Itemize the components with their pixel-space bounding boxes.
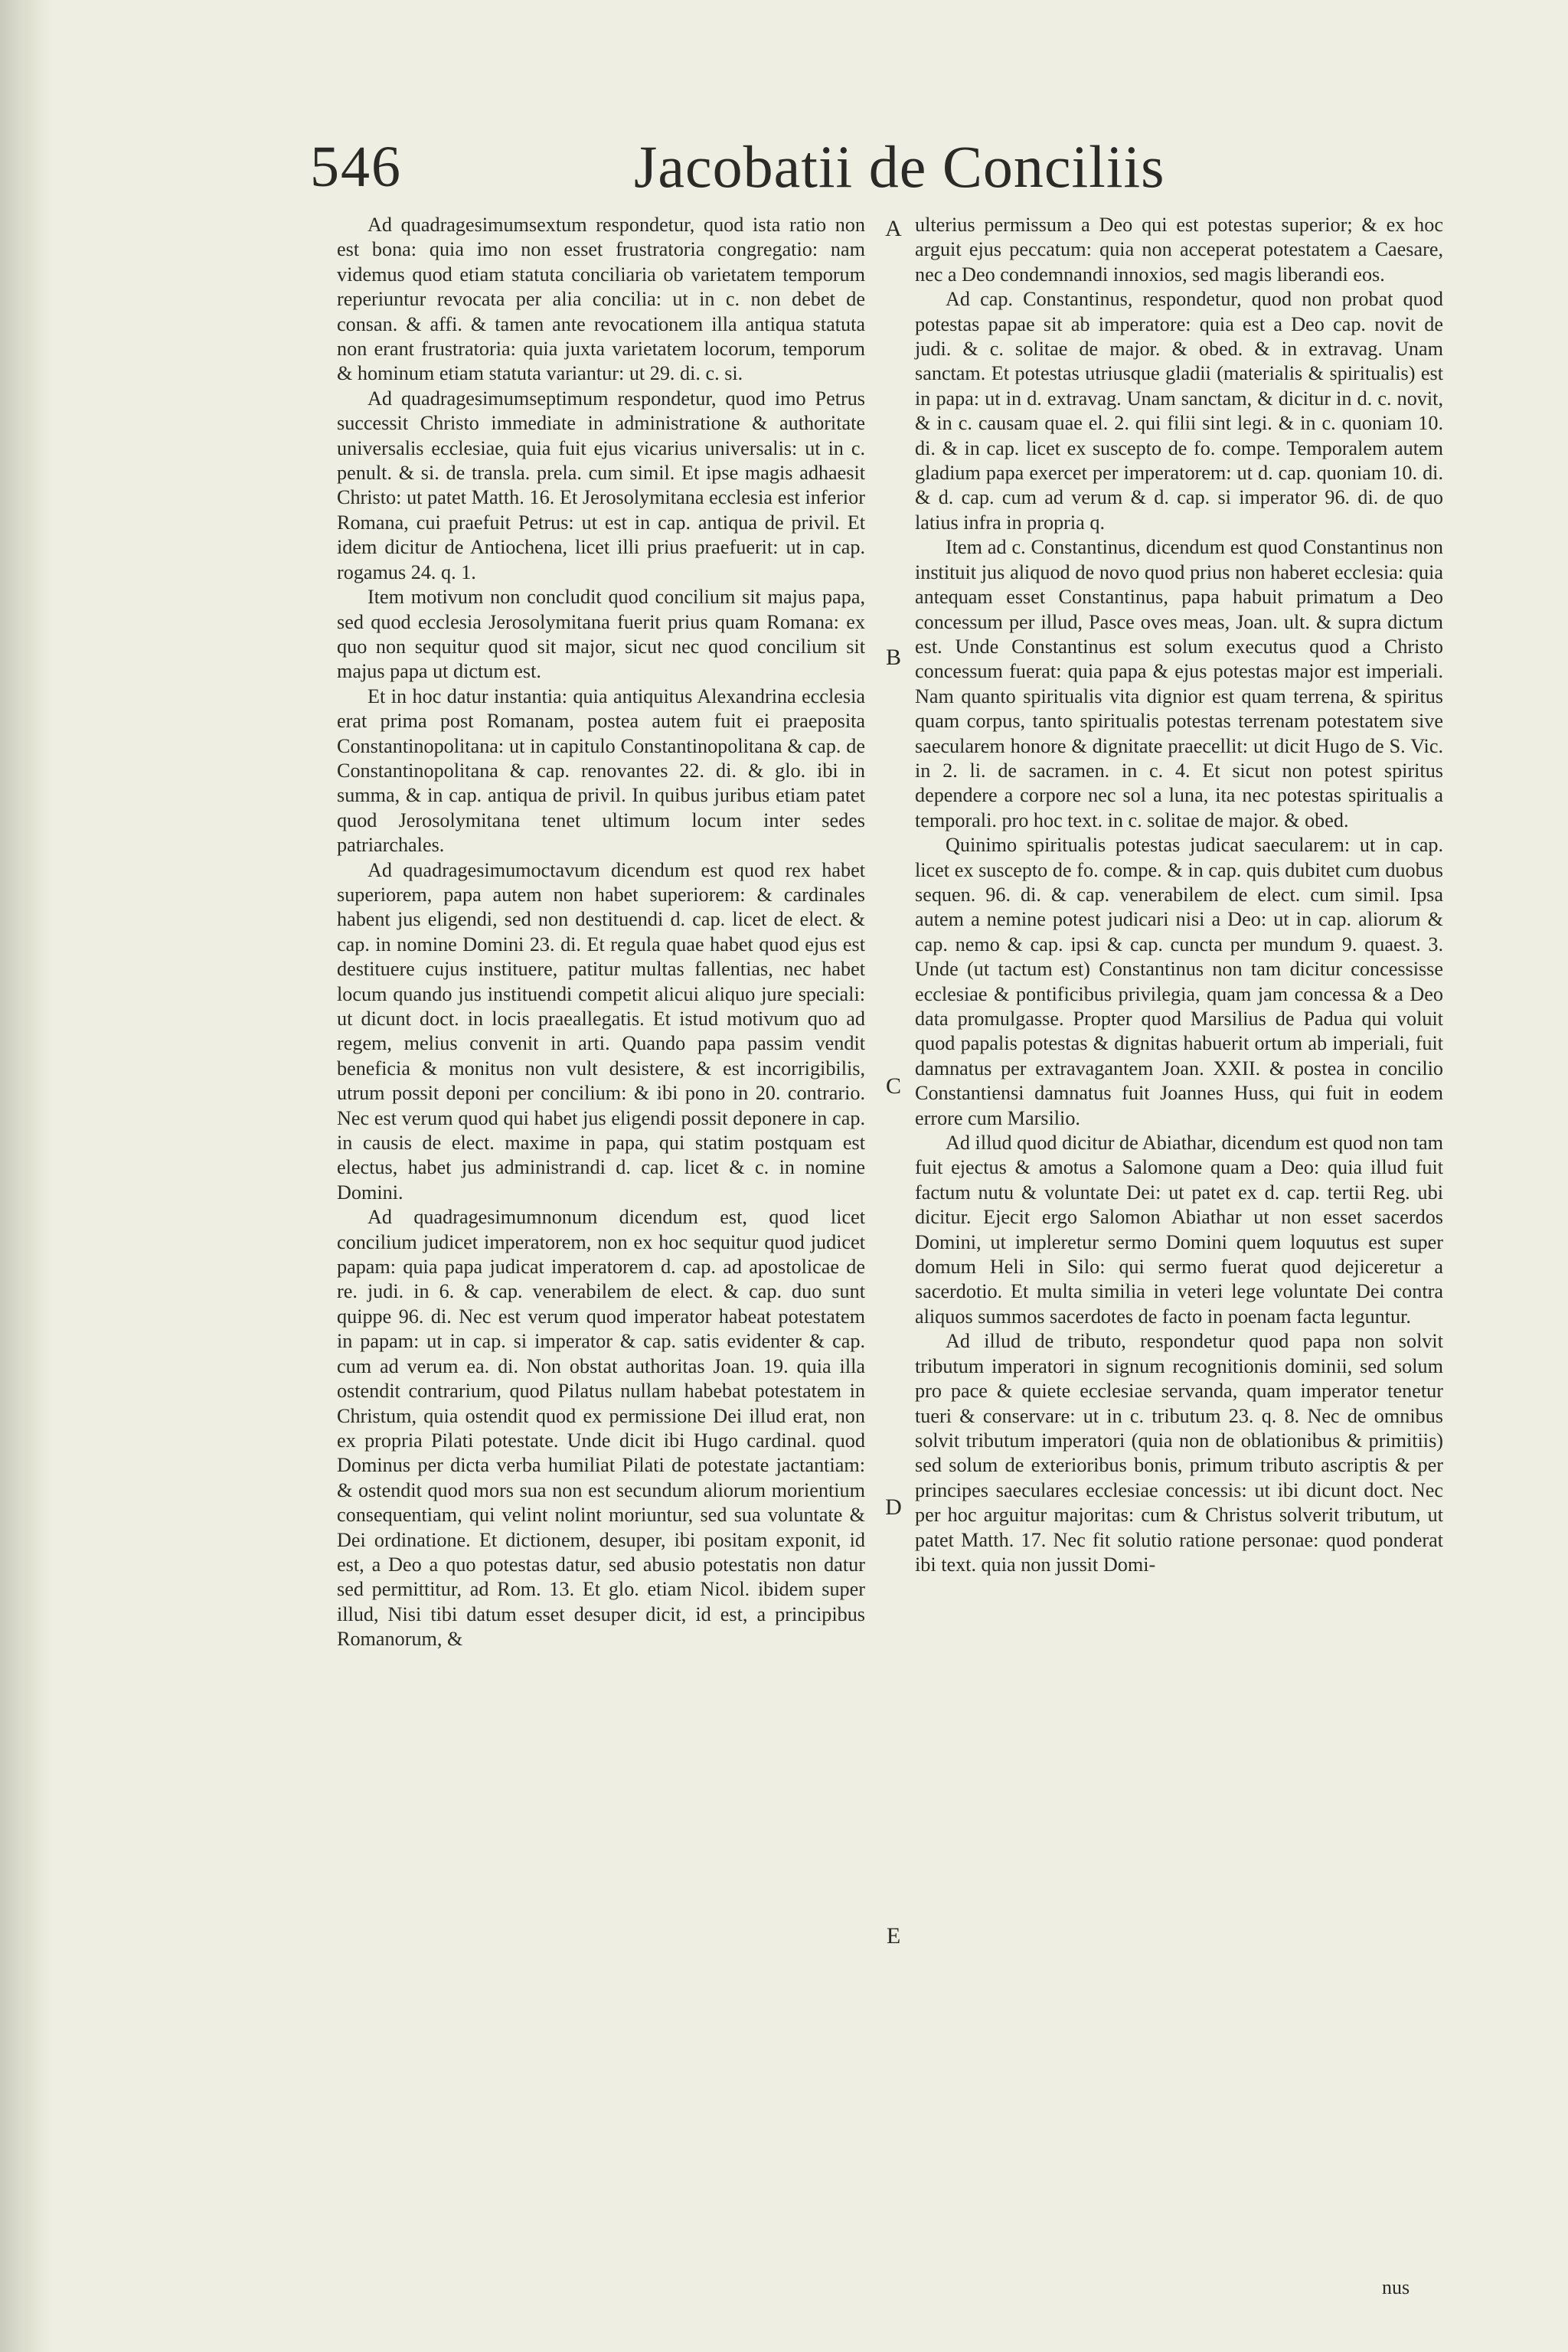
catchword: nus <box>1382 2276 1410 2298</box>
running-title: Jacobatii de Conciliis <box>634 133 1165 200</box>
right-column <box>915 213 1443 1577</box>
margin-marker-a: A <box>885 216 902 241</box>
paragraph: Ad quadragesimumnonum dicendum est, quod licet concilium judicet imperatorem, non ex hoc sequitur quod judicet papam: quia papa judicat imperatorem d. cap. ad apostolicae de re. judi. in 6. & cap. venerabilem de elect. & cap. duo sunt quippe 96. di. Nec est verum quod imperator habeat potestatem in papam: ut in cap. si imperator & cap. satis evidenter & cap. cum ad verum ea. di. Non obstat authoritas Joan. 19. quia illa ostendit contrarium, quod Pilatus nullam habebat potestatem in Christum, quia ostendit quod ex permissione Dei illud erat, non ex propria Pilati potestate. Unde dicit ibi Hugo cardinal. quod Dominus per dicta verba humiliat Pilati de potestate jactantiam: & ostendit quod mors sua non est secundum aliorum morientium consequentiam, qui velint nolint moriuntur, sed sua voluntate & Dei ordinatione. Et dictionem, desuper, ibi positam exponit, id est, a Deo a quo potestas datur, sed abusio potestatis non datur sed permittitur, ad Rom. 13. Et glo. etiam Nicol. ibidem super illud, Nisi tibi datum esset desuper dicit, id est, a principibus Romanorum, & <box>337 1206 865 1651</box>
paragraph: Item ad c. Constantinus, dicendum est quod Constantinus non instituit jus aliquod de novo quod prius non haberet ecclesia: quia antequam esset Constantinus, papa habuit primatum a Deo concessum per illud, Pasce oves meas, Joan. ult. & supra dictum est. Unde Constantinus est solum executus quod a Christo concessum fuerat: quia papa & ejus potestas major est imperiali. Nam quanto spiritualis vita dignior est quam terrena, & spiritus quam corpus, tanto spiritualis potestas terrenam potestatem sive saecularem honore & dignitate praecellit: ut dicit Hugo de S. Vic. in 2. li. de sacramen. in c. 4. Et sicut non potest spiritus dependere a corpore nec sol a luna, ita nec potestas spiritualis a temporali. pro hoc text. in c. solitae de major. & obed. <box>915 536 1443 831</box>
margin-marker-e: E <box>886 1923 901 1949</box>
margin-marker-b: B <box>885 645 901 670</box>
paragraph: Quinimo spiritualis potestas judicat saecularem: ut in cap. licet ex suscepto de fo. compe. & in cap. quis dubitet cum duobus sequen. 96. di. & cap. venerabilem de elect. cum simil. Ipsa autem a nemine potest judicari nisi a Deo: ut in cap. aliorum & cap. nemo & cap. ipsi & cap. cuncta per mundum 9. quaest. 3. Unde (ut tactum est) Constantinus non tam dicitur concessisse ecclesiae & pontificibus privilegia, quam jam concessa & a Deo data promulgasse. Propter quod Marsilius de Padua qui voluit quod papalis potestas & dignitas habuerit ortum ab imperiali, fuit damnatus per extravagantem Joan. XXII. & postea in concilio Constantiensi damnatus fuit Joannes Huss, qui fuit in eodem errore cum Marsilio. <box>915 834 1443 1129</box>
paragraph: Ad quadragesimumseptimum respondetur, quod imo Petrus successit Christo immediate in administratione & authoritate universalis ecclesiae, quia fuit ejus vicarius universalis: ut in c. penult. & si. de transla. prela. cum simil. Et ipse magis adhaesit Christo: ut patet Matth. 16. Et Jerosolymitana ecclesia est inferior Romana, cui praefuit Petrus: ut est in cap. antiqua de privil. Et idem dicitur de Antiochena, licet illi prius praefuerit: ut in cap. rogamus 24. q. 1. <box>337 387 865 583</box>
left-column <box>337 213 865 1652</box>
paragraph: Et in hoc datur instantia: quia antiquitus Alexandrina ecclesia erat prima post Romanam, postea autem fuit ei praeposita Constantinopolitana: ut in capitulo Constantinopolitana & cap. de Constantinopolitana & cap. renovantes 22. di. & glo. ibi in summa, & in cap. antiqua de privil. In quibus juribus etiam patet quod Jerosolymitana tenet ultimum locum inter sedes patriarchales. <box>337 684 865 857</box>
margin-marker-d: D <box>885 1494 902 1520</box>
paragraph: ulterius permissum a Deo qui est potestas superior; & ex hoc arguit ejus peccatum: quia non acceperat potestatem a Caesare, nec a Deo condemnandi innoxios, sed magis liberandi eos. <box>915 214 1443 286</box>
paragraph: Ad illud quod dicitur de Abiathar, dicendum est quod non tam fuit ejectus & amotus a Salomone quam a Deo: quia illud fuit factum nutu & voluntate Dei: ut patet ex d. cap. tertii Reg. ubi dicitur. Ejecit ergo Salomon Abiathar ut non esset sacerdos Domini, ut impleretur sermo Domini quem loquutus est super domum Heli in Silo: qui sermo fuerat quod dejiceretur a sacerdotio. Et multa similia in veteri lege voluntate Dei contra aliquos summos sacerdotes de facto in poenam facta leguntur. <box>915 1132 1443 1328</box>
paragraph: Ad quadragesimumsextum respondetur, quod ista ratio non est bona: quia imo non esset frustratoria congregatio: nam videmus quod etiam statuta conciliaria ob varietatem temporum reperiuntur revocata per alia concilia: ut in c. non debet de consan. & affi. & tamen ante revocationem illa antiqua statuta non erant frustratoria: quia juxta varietatem locorum, temporum & hominum etiam statuta variantur: ut 29. di. c. si. <box>337 214 865 385</box>
paragraph: Item motivum non concludit quod concilium sit majus papa, sed quod ecclesia Jerosolymitana fuerit prius quam Romana: ex quo non sequitur quod sit major, sicut nec quod concilium sit majus papa ut dictum est. <box>337 586 865 683</box>
margin-marker-c: C <box>885 1073 901 1099</box>
paragraph: Ad cap. Constantinus, respondetur, quod non probat quod potestas papae sit ab imperatore: quia est a Deo cap. novit de judi. & c. solitae de major. & obed. & in extravag. Unam sanctam. Et potestas utriusque gladii (materialis & spiritualis) est in papa: ut in d. extravag. Unam sanctam, & dicitur in d. c. novit, & in c. causam quae el. 2. qui filii sint legi. & in c. quoniam 10. di. & in cap. licet ex suscepto de fo. compe. Temporalem autem gladium papa exercet per imperatorem: ut d. cap. quoniam 10. di. & d. cap. cum ad verum & d. cap. si imperator 96. di. de quo latius infra in propria q. <box>915 288 1443 534</box>
paragraph: Ad illud de tributo, respondetur quod papa non solvit tributum imperatori in signum recognitionis dominii, sed solum pro pace & quiete ecclesiae servanda, quam imperator tenetur tueri & conservare: ut in c. tributum 23. q. 8. Nec de omnibus solvit tributum imperatori (quia non de oblationibus & primitiis) sed solum de exterioribus bonis, primum tributo ascriptis & per principes saeculares ecclesiae concessis: ut ibi dicunt doct. Nec per hoc arguitur majoritas: cum & Christus solverit tributum, ut patet Matth. 17. Nec fit solutio ratione personae: quod ponderat ibi text. quia non jussit Domi- <box>915 1330 1443 1576</box>
paragraph: Ad quadragesimumoctavum dicendum est quod rex habet superiorem, papa autem non habet superiorem: & cardinales habent jus eligendi, sed non destituendi d. cap. licet de elect. & cap. in nomine Domini 23. di. Et regula quae habet quod ejus est destituere cujus instituere, patitur multas fallentias, nec habet locum quando jus instituendi competit alicui aliquo jure speciali: ut dicunt doct. in locis praeallegatis. Et istud motivum quo ad regem, melius convenit in arti. Quando papa passim vendit beneficia & monitus non vult desistere, & est incorrigibilis, utrum possit deponi per concilium: & ibi pono in 20. contrario. Nec est verum quod qui habet jus eligendi possit deponere in cap. in causis de elect. maxime in papa, qui statim postquam est electus, habet jus administrandi d. cap. licet & c. in nomine Domini. <box>337 858 865 1204</box>
page-number: 546 <box>310 135 402 199</box>
page-gutter-shadow <box>0 0 54 2352</box>
page-header <box>0 129 1568 213</box>
